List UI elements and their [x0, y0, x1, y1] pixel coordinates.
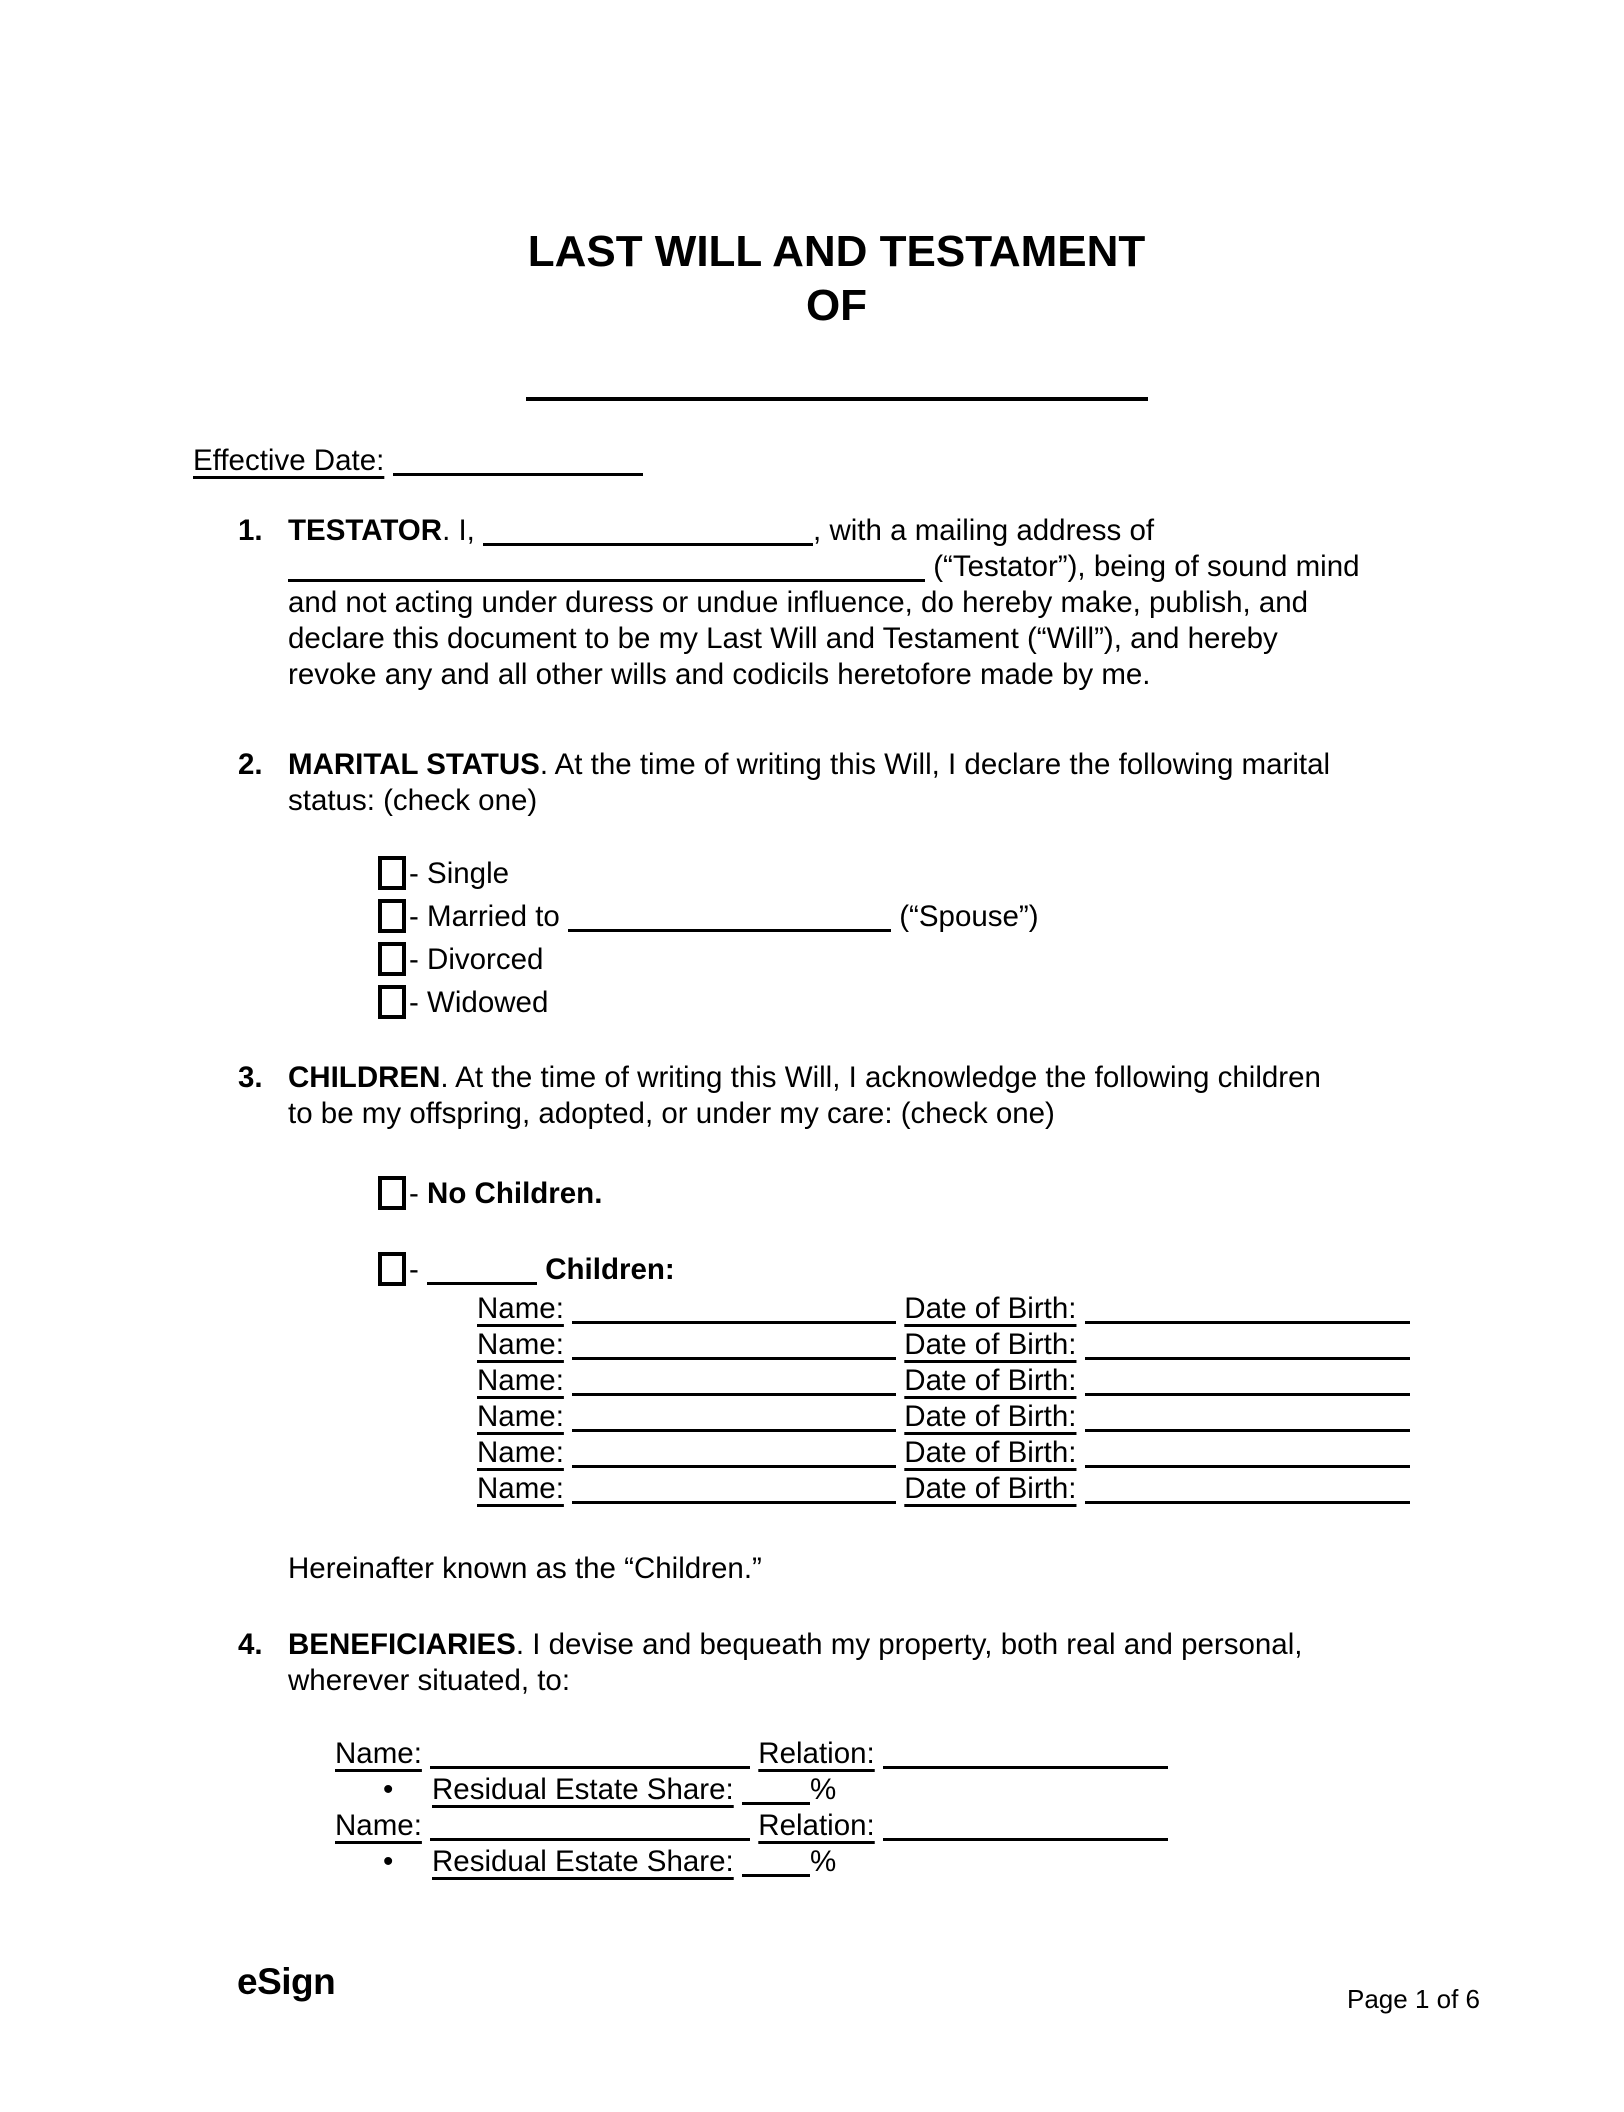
beneficiaries-line-1 — [288, 1627, 1480, 1663]
checkbox-single[interactable] — [378, 856, 406, 890]
beneficiary-relation-blank[interactable] — [883, 1739, 1168, 1769]
child-row — [288, 1399, 1480, 1435]
beneficiary-relation-label: Relation: — [758, 1809, 875, 1842]
child-dob-label: Date of Birth: — [904, 1400, 1077, 1433]
beneficiary-row — [288, 1736, 1480, 1772]
checkbox-children[interactable] — [378, 1252, 406, 1286]
children-count-dash: - — [409, 1253, 428, 1286]
spouse-label: (“Spouse”) — [891, 900, 1039, 933]
child-dob-label: Date of Birth: — [904, 1364, 1077, 1397]
bullet-icon: • — [383, 1845, 394, 1878]
section-testator-heading: TESTATOR — [288, 514, 443, 547]
percent-sign: % — [809, 1845, 837, 1878]
section-marital-heading: MARITAL STATUS — [288, 748, 540, 781]
section-marital-status — [193, 747, 1480, 1024]
beneficiary-row — [288, 1808, 1480, 1844]
child-name-blank[interactable] — [572, 1294, 896, 1324]
testator-line-1-end: , with a mailing address of — [813, 514, 1155, 547]
section-children — [193, 1060, 1480, 1507]
child-name-blank[interactable] — [572, 1438, 896, 1468]
beneficiary-share-row — [288, 1844, 1480, 1880]
residual-share-blank[interactable] — [742, 1847, 810, 1877]
checkbox-widowed[interactable] — [378, 985, 406, 1019]
child-row — [288, 1327, 1480, 1363]
section-beneficiaries — [193, 1627, 1480, 1880]
child-dob-blank[interactable] — [1085, 1366, 1410, 1396]
child-row — [288, 1363, 1480, 1399]
testator-line-2-end: (“Testator”), being of sound mind — [925, 550, 1360, 583]
child-dob-blank[interactable] — [1085, 1474, 1410, 1504]
child-dob-label: Date of Birth: — [904, 1436, 1077, 1469]
children-line-2: to be my offspring, adopted, or under my care: (check one) — [288, 1097, 1055, 1130]
beneficiary-name-blank[interactable] — [430, 1739, 750, 1769]
residual-share-label: Residual Estate Share: — [432, 1845, 734, 1878]
section-beneficiaries-number: 4. — [238, 1628, 263, 1661]
child-name-label: Name: — [477, 1328, 564, 1361]
child-name-blank[interactable] — [572, 1366, 896, 1396]
single-label: - Single — [409, 857, 510, 890]
marital-line-1 — [288, 747, 1480, 783]
document-title — [193, 225, 1480, 333]
title-line-2: OF — [805, 281, 868, 330]
checkbox-no-children[interactable] — [378, 1176, 406, 1210]
child-dob-label: Date of Birth: — [904, 1472, 1077, 1505]
bullet-icon: • — [383, 1773, 394, 1806]
children-hereinafter-note: Hereinafter known as the “Children.” — [288, 1552, 762, 1585]
divorced-label: - Divorced — [409, 943, 544, 976]
child-dob-blank[interactable] — [1085, 1438, 1410, 1468]
no-children-dash: - — [409, 1177, 428, 1210]
beneficiary-relation-label: Relation: — [758, 1737, 875, 1770]
title-line-1: LAST WILL AND TESTAMENT — [527, 227, 1146, 276]
child-dob-blank[interactable] — [1085, 1330, 1410, 1360]
child-name-blank[interactable] — [572, 1474, 896, 1504]
child-name-label: Name: — [477, 1400, 564, 1433]
section-testator-number: 1. — [238, 514, 263, 547]
child-row — [288, 1435, 1480, 1471]
section-marital-number: 2. — [238, 748, 263, 781]
testator-name-top-blank[interactable] — [526, 397, 1148, 401]
child-dob-blank[interactable] — [1085, 1402, 1410, 1432]
percent-sign: % — [809, 1773, 837, 1806]
child-name-label: Name: — [477, 1292, 564, 1325]
children-count-option — [288, 1248, 1480, 1291]
marital-line-1-rest: . At the time of writing this Will, I declare the following marital — [539, 748, 1331, 781]
spouse-name-blank[interactable] — [568, 902, 891, 932]
child-name-label: Name: — [477, 1472, 564, 1505]
beneficiaries-line-1-rest: . I devise and bequeath my property, both real and personal, — [515, 1628, 1303, 1661]
widowed-label: - Widowed — [409, 986, 549, 1019]
child-name-blank[interactable] — [572, 1330, 896, 1360]
testator-line-4: declare this document to be my Last Will and Testament (“Will”), and hereby — [288, 622, 1278, 655]
checkbox-married[interactable] — [378, 899, 406, 933]
effective-date-label: Effective Date: — [193, 444, 385, 477]
testator-line-3: and not acting under duress or undue influence, do hereby make, publish, and — [288, 586, 1309, 619]
children-line-1-rest: . At the time of writing this Will, I acknowledge the following children — [440, 1061, 1321, 1094]
child-row — [288, 1471, 1480, 1507]
section-children-heading: CHILDREN — [288, 1061, 441, 1094]
beneficiaries-line-2: wherever situated, to: — [288, 1664, 571, 1697]
marital-line-2: status: (check one) — [288, 784, 538, 817]
marital-option-widowed — [288, 981, 1480, 1024]
no-children-option — [288, 1172, 1480, 1215]
residual-share-blank[interactable] — [742, 1775, 810, 1805]
testator-address-blank[interactable] — [288, 552, 925, 582]
beneficiary-relation-blank[interactable] — [883, 1811, 1168, 1841]
page-number: Page 1 of 6 — [1347, 1984, 1480, 2014]
child-name-blank[interactable] — [572, 1402, 896, 1432]
marital-option-married — [288, 895, 1480, 938]
section-beneficiaries-heading: BENEFICIARIES — [288, 1628, 516, 1661]
esign-logo: eSign — [237, 1961, 336, 2002]
child-name-label: Name: — [477, 1436, 564, 1469]
effective-date-blank[interactable] — [393, 446, 643, 476]
testator-name-blank[interactable] — [483, 516, 813, 546]
section-children-number: 3. — [238, 1061, 263, 1094]
children-count-label: Children: — [545, 1253, 675, 1286]
residual-share-label: Residual Estate Share: — [432, 1773, 734, 1806]
marital-option-divorced — [288, 938, 1480, 981]
children-count-blank[interactable] — [427, 1255, 537, 1285]
child-name-label: Name: — [477, 1364, 564, 1397]
marital-option-single — [288, 852, 1480, 895]
marital-options — [288, 852, 1480, 1024]
beneficiary-name-blank[interactable] — [430, 1811, 750, 1841]
beneficiary-entries — [288, 1736, 1480, 1880]
checkbox-divorced[interactable] — [378, 942, 406, 976]
testator-line-1 — [288, 513, 1480, 549]
child-dob-blank[interactable] — [1085, 1294, 1410, 1324]
child-dob-label: Date of Birth: — [904, 1328, 1077, 1361]
children-line-1 — [288, 1060, 1480, 1096]
child-row — [288, 1291, 1480, 1327]
testator-line-5: revoke any and all other wills and codicils heretofore made by me. — [288, 658, 1151, 691]
married-label: - Married to — [409, 900, 569, 933]
section-testator — [193, 513, 1480, 693]
beneficiary-name-label: Name: — [335, 1809, 422, 1842]
effective-date-row — [193, 443, 1480, 479]
testator-line-1-pre: . I, — [442, 514, 484, 547]
beneficiary-name-label: Name: — [335, 1737, 422, 1770]
child-dob-label: Date of Birth: — [904, 1292, 1077, 1325]
no-children-label: No Children. — [427, 1177, 603, 1210]
testator-line-2 — [288, 549, 1480, 585]
beneficiary-share-row — [288, 1772, 1480, 1808]
